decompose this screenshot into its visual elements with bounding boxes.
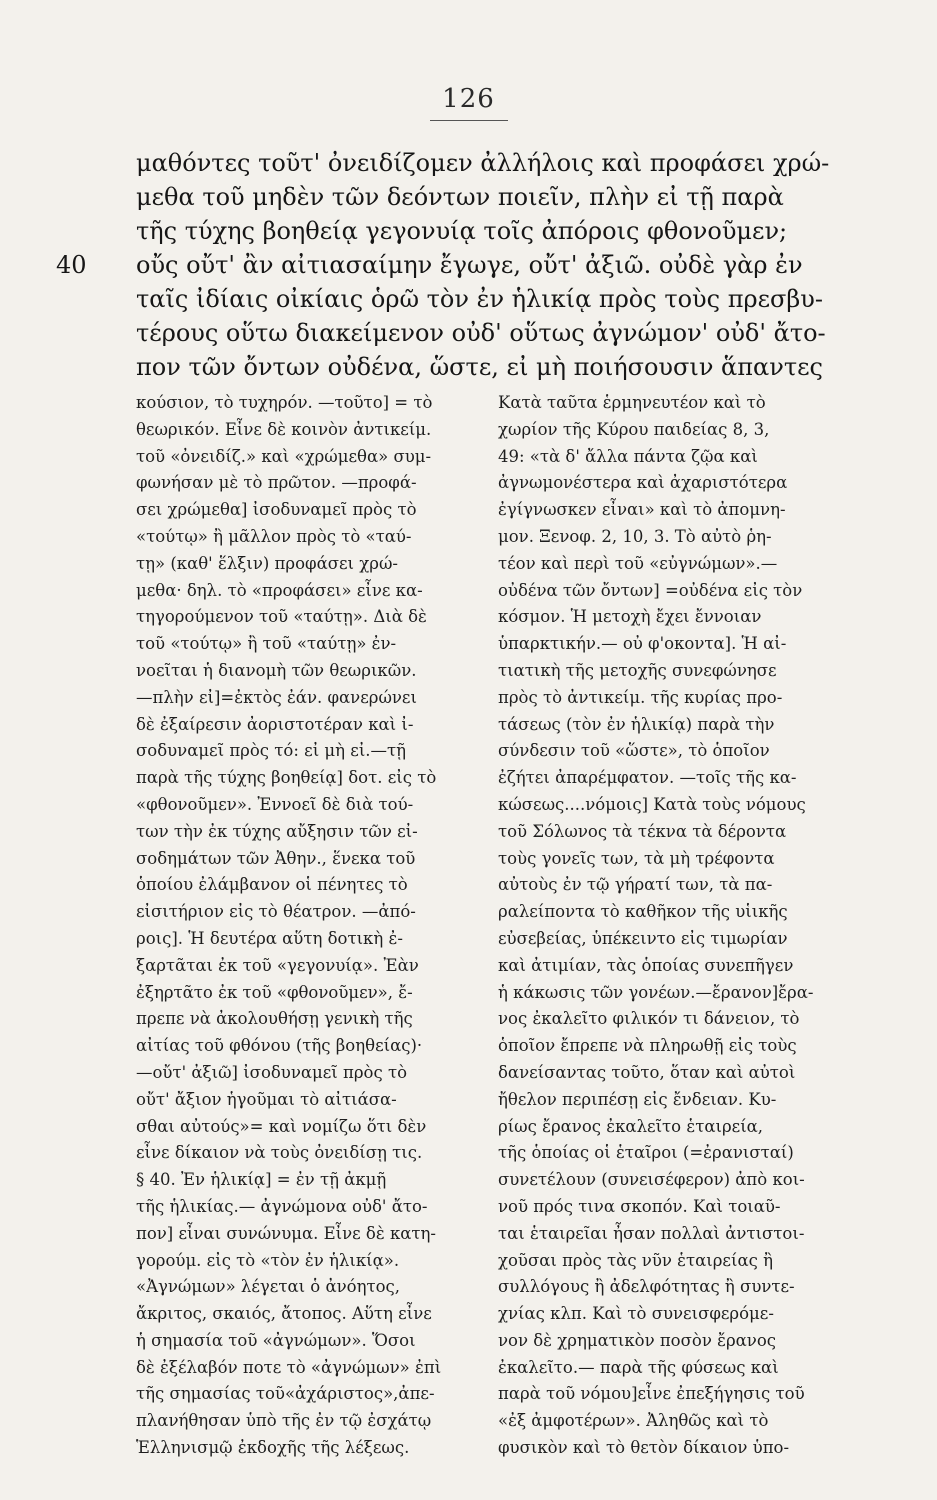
main-text-line-content: τέρους οὕτω διακείμενον οὐδ' οὕτως ἀγνώμον' οὐδ' ἄτο- (136, 319, 826, 347)
commentary-right-line: εὐσεβείας, ὑπέκειντο εἰς τιμωρίαν (498, 928, 788, 948)
page-number: 126 (442, 84, 495, 114)
main-text-line (56, 248, 856, 282)
commentary-right-line: δανείσαντας τοῦτο, ὅταν καὶ αὐτοὶ (498, 1062, 796, 1082)
commentary-right-line: τιατικὴ τῆς μετοχῆς συνεφώνησε (498, 660, 777, 680)
main-text-line (136, 350, 856, 384)
commentary-left-line: σει χρώμεθα] ἰσοδυναμεῖ πρὸς τὸ (136, 500, 417, 520)
commentary-right-line: τέον καὶ περὶ τοῦ «εὐγνώμων».— (498, 553, 778, 573)
commentary-right-line: ἀγνωμονέστερα καὶ ἀχαριστότερα (498, 473, 788, 493)
commentary-left-line: σθαι αὐτούς»= καὶ νομίζω ὅτι δὲν (136, 1116, 427, 1136)
commentary-right-line: ὑπαρκτικήν.— οὐ φ'οκοντα]. Ἡ αἰ- (498, 634, 787, 654)
commentary-left-line: ξαρτᾶται ἐκ τοῦ «γεγονυίᾳ». Ἐὰν (136, 955, 419, 975)
commentary-left-line: τῆς ἡλικίας.— ἀγνώμονα οὐδ' ἄτο- (136, 1196, 428, 1216)
commentary-left-line: —πλὴν εἰ]=ἐκτὸς ἐάν. φανερώνει (136, 687, 417, 707)
commentary-right-line: τοὺς γονεῖς των, τὰ μὴ τρέφοντα (498, 848, 775, 868)
commentary-left-line: σοδημάτων τῶν Ἀθην., ἕνεκα τοῦ (136, 848, 416, 868)
commentary-right-line: καὶ ἀτιμίαν, τὰς ὁποίας συνεπῆγεν (498, 955, 794, 975)
commentary-right-line: 49: «τὰ δ' ἄλλα πάντα ζῷα καὶ (498, 446, 758, 466)
commentary-right-line: τάσεως (τὸν ἐν ἡλικίᾳ) παρὰ τὴν (498, 714, 775, 734)
commentary-right-line: χωρίον τῆς Κύρου παιδείας 8, 3, (498, 419, 770, 439)
line-number-marker: 40 (56, 251, 87, 279)
commentary-right-line: χοῦσαι πρὸς τὰς νῦν ἑταιρείας ἢ (498, 1250, 773, 1270)
commentary-right-line: σύνδεσιν τοῦ «ὥστε», τὸ ὁποῖον (498, 741, 770, 761)
commentary-left-line: πον] εἶναι συνώνυμα. Εἶνε δὲ κατη- (136, 1223, 437, 1243)
main-text-line (136, 146, 856, 180)
commentary-left-line: πρεπε νὰ ἀκολουθήσῃ γενικὴ τῆς (136, 1009, 413, 1029)
commentary-left-line: εἶνε δίκαιον νὰ τοὺς ὀνειδίσῃ τις. (136, 1143, 423, 1163)
commentary-right-line: νον δὲ χρηματικὸν ποσὸν ἔρανος (498, 1330, 776, 1350)
commentary-left-line: τοῦ «τούτῳ» ἢ τοῦ «ταύτῃ» ἐν- (136, 634, 397, 654)
commentary-left-line: θεωρικόν. Εἶνε δὲ κοινὸν ἀντικείμ. (136, 419, 432, 439)
commentary-right-line: χνίας κλπ. Καὶ τὸ συνεισφερόμε- (498, 1304, 774, 1324)
commentary-right-line: ραλείποντα τὸ καθῆκον τῆς υἱικῆς (498, 902, 788, 922)
commentary-left-line: φωνήσαν μὲ τὸ πρῶτον. —προφά- (136, 473, 417, 493)
main-text-line-content: οὔς οὔτ' ἂν αἰτιασαίμην ἔγωγε, οὔτ' ἀξιῶ. οὐδὲ γὰρ ἐν (136, 251, 803, 279)
main-text-line-content: μεθα τοῦ μηδὲν τῶν δεόντων ποιεῖν, πλὴν εἰ τῇ παρὰ (136, 183, 784, 211)
commentary-right-line: ἡ κάκωσις τῶν γονέων.—ἔρανον]ἔρα- (498, 982, 814, 1002)
commentary-right-line: πρὸς τὸ ἀντικείμ. τῆς κυρίας προ- (498, 687, 783, 707)
commentary-left-line: δὲ ἐξέλαβόν ποτε τὸ «ἀγνώμων» ἐπὶ (136, 1357, 442, 1377)
commentary-left-line: αἰτίας τοῦ φθόνου (τῆς βοηθείας)· (136, 1036, 423, 1056)
commentary-left-line: ἐξηρτᾶτο ἐκ τοῦ «φθονοῦμεν», ἔ- (136, 982, 413, 1002)
commentary-left-line: εἰσιτήριον εἰς τὸ θέατρον. —ἀπό- (136, 902, 416, 922)
commentary-right-line: ἐκαλεῖτο.— παρὰ τῆς φύσεως καὶ (498, 1357, 779, 1377)
commentary-right-line: μον. Ξενοφ. 2, 10, 3. Τὸ αὐτὸ ῥη- (498, 526, 772, 546)
commentary-right-line: κόσμον. Ἡ μετοχὴ ἔχει ἔννοιαν (498, 607, 762, 627)
commentary-left-line: § 40. Ἐν ἡλικίᾳ] = ἐν τῇ ἀκμῇ (136, 1170, 387, 1190)
page-number-rule (430, 120, 508, 121)
commentary-right-line: «ἐξ ἀμφοτέρων». Ἀληθῶς καὶ τὸ (498, 1411, 769, 1431)
commentary-left-line: ἄκριτος, σκαιός, ἄτοπος. Αὕτη εἶνε (136, 1304, 432, 1324)
commentary-left-line: ροις]. Ἡ δευτέρα αὕτη δοτικὴ ἐ- (136, 928, 403, 948)
commentary-right-line: ἐγίγνωσκεν εἶναι» καὶ τὸ ἀπομνη- (498, 500, 786, 520)
commentary-left-line: σοδυναμεῖ πρὸς τό: εἰ μὴ εἰ.—τῇ (136, 741, 407, 761)
commentary-left-line: τοῦ «ὀνειδίζ.» καὶ «χρώμεθα» συμ- (136, 446, 432, 466)
commentary-left-line: —οὔτ' ἀξιῶ] ἰσοδυναμεῖ πρὸς τὸ (136, 1062, 408, 1082)
commentary-left-line: «τούτῳ» ἢ μᾶλλον πρὸς τὸ «ταύ- (136, 526, 412, 546)
commentary-right-line: τοῦ Σόλωνος τὰ τέκνα τὰ δέροντα (498, 821, 787, 841)
main-text-line (136, 214, 856, 248)
commentary-right-line: συνετέλουν (συνεισέφερον) ἀπὸ κοι- (498, 1170, 805, 1190)
commentary-right-line: ται ἑταιρεῖαι ἦσαν πολλαὶ ἀντιστοι- (498, 1223, 805, 1243)
commentary-left-line: τηγορούμενον τοῦ «ταύτῃ». Διὰ δὲ (136, 607, 427, 627)
commentary-right-line: ἐζήτει ἀπαρέμφατον. —τοῖς τῆς κα- (498, 768, 797, 788)
commentary-left-line: Ἑλληνισμῷ ἐκδοχῆς τῆς λέξεως. (136, 1438, 410, 1458)
commentary-left-line: «Ἀγνώμων» λέγεται ὁ ἀνόητος, (136, 1277, 401, 1297)
main-text-line (136, 180, 856, 214)
commentary-left-line: τῆς σημασίας τοῦ«ἀχάριστος»,ἀπε- (136, 1384, 435, 1404)
commentary-right-column (498, 390, 848, 1462)
main-text-line-content: πον τῶν ὄντων οὐδένα, ὥστε, εἰ μὴ ποιήσουσιν ἅπαντες (136, 353, 823, 381)
commentary-right-line: νοῦ πρός τινα σκοπόν. Καὶ τοιαῦ- (498, 1196, 781, 1216)
main-greek-text (56, 146, 856, 384)
commentary-left-line: κούσιον, τὸ τυχηρόν. —τοῦτο] = τὸ (136, 393, 433, 412)
commentary-right-line: νος ἐκαλεῖτο φιλικόν τι δάνειον, τὸ (498, 1009, 800, 1029)
commentary-right-line: τῆς ὁποίας οἱ ἑταῖροι (=ἐρανισταί) (498, 1143, 794, 1163)
commentary-left-line: των τὴν ἐκ τύχης αὔξησιν τῶν εἰ- (136, 821, 418, 841)
commentary-right-line: Κατὰ ταῦτα ἑρμηνευτέον καὶ τὸ (498, 393, 766, 412)
commentary-right-line: ἤθελον περιπέσῃ εἰς ἔνδειαν. Κυ- (498, 1089, 777, 1109)
commentary-left-line: οὔτ' ἄξιον ἡγοῦμαι τὸ αἰτιάσα- (136, 1089, 397, 1109)
commentary-right-line: αὐτοὺς ἐν τῷ γήρατί των, τὰ πα- (498, 875, 773, 895)
commentary-right-line: συλλόγους ἢ ἀδελφότητας ἢ συντε- (498, 1277, 795, 1297)
commentary-left-line: ὁποίου ἐλάμβανον οἱ πένητες τὸ (136, 875, 408, 895)
main-text-line-content: τῆς τύχης βοηθείᾳ γεγονυίᾳ τοῖς ἀπόροις φθονοῦμεν; (136, 217, 788, 245)
commentary-right-line: οὐδένα τῶν ὄντων] =οὐδένα εἰς τὸν (498, 580, 803, 600)
commentary-right-line: ρίως ἔρανος ἐκαλεῖτο ἑταιρεία, (498, 1116, 764, 1136)
commentary-left-line: παρὰ τῆς τύχης βοηθείᾳ] δοτ. εἰς τὸ (136, 768, 437, 788)
commentary-left-column (136, 390, 486, 1462)
commentary-right-line: φυσικὸν καὶ τὸ θετὸν δίκαιον ὑπο- (498, 1438, 790, 1458)
commentary-left-line: μεθα· δηλ. τὸ «προφάσει» εἶνε κα- (136, 580, 423, 600)
commentary-right-line: κώσεως....νόμοις] Κατὰ τοὺς νόμους (498, 794, 806, 814)
commentary-right-line: ὁποῖον ἔπρεπε νὰ πληρωθῇ εἰς τοὺς (498, 1036, 797, 1056)
commentary-left-line: δὲ ἐξαίρεσιν ἀοριστοτέραν καὶ ἰ- (136, 714, 414, 734)
commentary-left-line: πλανήθησαν ὑπὸ τῆς ἐν τῷ ἐσχάτῳ (136, 1411, 432, 1431)
commentary-left-line: ἡ σημασία τοῦ «ἀγνώμων». Ὅσοι (136, 1330, 416, 1350)
main-text-line-content: μαθόντες τοῦτ' ὀνειδίζομεν ἀλλήλοις καὶ προφάσει χρώ- (136, 149, 830, 177)
commentary-left-line: τῃ» (καθ' ἕλξιν) προφάσει χρώ- (136, 553, 398, 573)
commentary-right-line: παρὰ τοῦ νόμου]εἶνε ἐπεξήγησις τοῦ (498, 1384, 805, 1404)
commentary-left-line: νοεῖται ἡ διανομὴ τῶν θεωρικῶν. (136, 660, 417, 680)
main-text-line-content: ταῖς ἰδίαις οἰκίαις ὁρῶ τὸν ἐν ἡλικίᾳ πρὸς τοὺς πρεσβυ- (136, 285, 823, 313)
commentary-left-line: «φθονοῦμεν». Ἐννοεῖ δὲ διὰ τού- (136, 794, 414, 814)
main-text-line (136, 282, 856, 316)
commentary-left-line: γορούμ. εἰς τὸ «τὸν ἐν ἡλικίᾳ». (136, 1250, 400, 1270)
main-text-line (136, 316, 856, 350)
